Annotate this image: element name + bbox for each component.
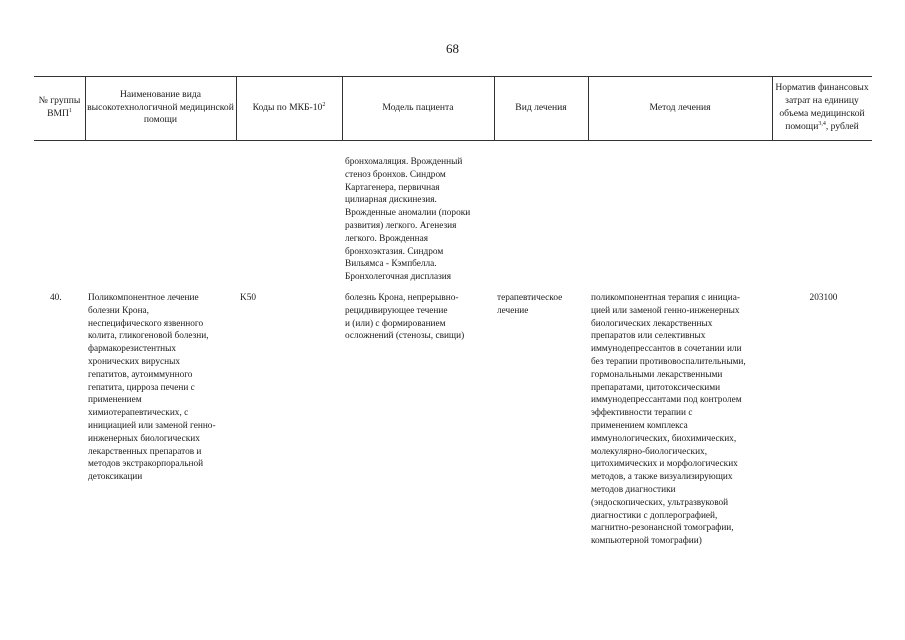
header-method: Метод лечения — [649, 101, 711, 113]
header-codes: Коды по МКБ-$10^2$ — [252, 101, 326, 113]
header-type: Вид лечения — [515, 101, 567, 113]
row-cost-norm: 203100 — [809, 293, 838, 303]
row-patient-model: болезнь Крона, непрерывно- рецидивирующее течение и (или) с формированием осложнений (стенозы, свищи) — [345, 293, 465, 342]
continuation-model-text: бронхомаляция. Врожденный стеноз бронхов. Синдром Картагенера, первичная цилиарная дискинезия. Врожденные аномалии (пороки развития) легкого. Агенезия легкого. Врожденная бронхоэктазия. Синдром Вильямса - Кэмпбелла. Бронхолегочная дисплазия — [345, 157, 471, 283]
row-icd-code: K50 — [240, 293, 257, 303]
row-treatment-type: терапевтическое лечение — [497, 293, 563, 316]
header-group: № группы ВМП$^1$ — [38, 95, 81, 119]
row-care-name: Поликомпонентное лечение болезни Крона, неспецифического язвенного колита, гликогеновой болезни, фармакорезистентных хронических вирусных гепатитов, аутоиммунного гепатита, цирроза печени с применением химиотерапевтических, с инициацией или заменой генно- инженерных биологических лекарственных препаратов и методов экстракорпоральной детоксикации — [88, 293, 216, 483]
header-model: Модель пациента — [382, 101, 454, 113]
row-treatment-method: поликомпонентная терапия с инициа- цией или заменой генно-инженерных биологических лекарственных препаратов или селективных иммунодепрессантов в сочетании или без терапии противовоспалительными, гормональными лекарственными препаратами, цитотоксическими иммунодепрессантами под контролем эффективности терапии с применением комплекса иммунологических, биохимических, молекулярно-биологических, цитохимических и морфологических методов, а также визуализирующих методов диагностики (эндоскопических, ультразвуковой диагностики с доплерографией, магнитно-резонансной томографии, компьютерной томографии) — [591, 293, 746, 547]
header-name: Наименование вида высокотехнологичной медицинской помощи — [87, 88, 234, 126]
header-bottom-rule — [34, 140, 872, 141]
page-number: 68 — [446, 41, 459, 56]
header-norm: Норматив финансовых затрат на единицу объема медицинской помощи$^{3,4}$, рублей — [775, 82, 869, 132]
row-number: 40. — [50, 293, 62, 303]
